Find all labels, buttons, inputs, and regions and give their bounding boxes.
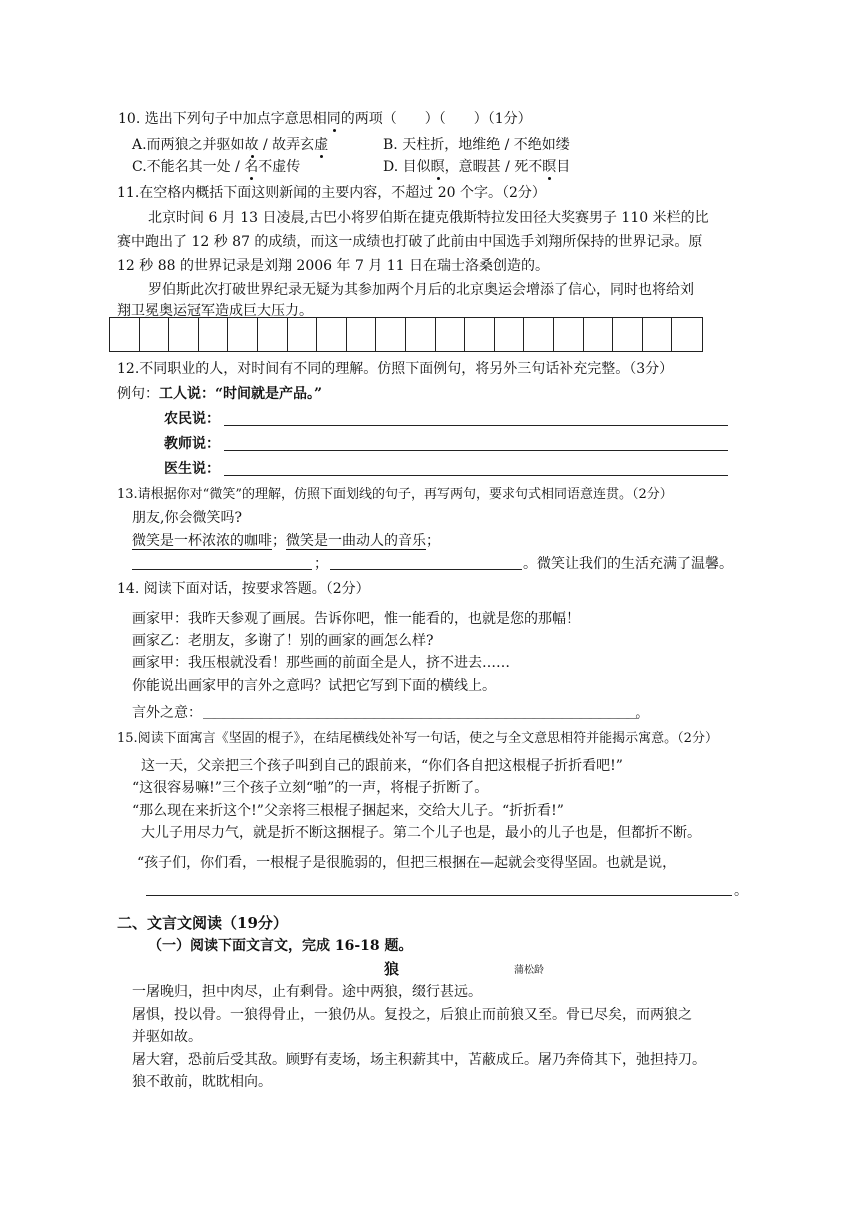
q11-news-line: 罗伯斯此次打破世界纪录无疑为其参加两个月后的北京奥运会增添了信心，同时也将给刘 bbox=[148, 282, 694, 298]
classical-text-line: 屠惧，投以骨。一狼得骨止，一狼仍从。复投之，后狼止而前狼又至。骨已尽矣，而两狼之 bbox=[132, 1007, 692, 1023]
q10-option-a-dotted-2: 虚 bbox=[314, 137, 329, 153]
q15-fable-line: 这一天，父亲把三个孩子叫到自己的跟前来，“你们各自把这根棍子折折看吧!” bbox=[141, 758, 623, 774]
q12-title: 12.不同职业的人，对时间有不同的理解。仿照下面例句，将另外三句话补充完整。（3分） bbox=[117, 361, 674, 377]
q10-option-c-text: C.不能名其一处 / bbox=[132, 159, 245, 175]
q13-line-2-end: ； bbox=[426, 533, 440, 549]
answer-cell[interactable] bbox=[169, 318, 199, 351]
q12-doctor-answer-line[interactable] bbox=[224, 475, 728, 476]
q15-answer-end: 。 bbox=[734, 883, 748, 899]
answer-cell[interactable] bbox=[288, 318, 318, 351]
q13-underlined-sentence-1: 微笑是一杯浓浓的咖啡 bbox=[132, 533, 272, 549]
classical-text-line: 狼不敢前，眈眈相向。 bbox=[132, 1074, 272, 1090]
q12-teacher-label: 教师说： bbox=[164, 436, 220, 452]
q10-title-text-2: 的两项（ ）（ ）（1分） bbox=[340, 111, 532, 127]
q10-option-c-text-2: 不虚传 bbox=[258, 159, 301, 175]
q10-option-a-text: A.而两狼之并驱如 bbox=[132, 137, 245, 153]
section-2-title: 二、文言文阅读（19分） bbox=[117, 914, 288, 932]
q12-farmer-label: 农民说： bbox=[164, 411, 220, 427]
q10-option-d-text-2: ，意暇甚 / 死不 bbox=[444, 159, 543, 175]
q13-underlined-sentence-2: 微笑是一曲动人的音乐 bbox=[286, 533, 426, 549]
section-2-subtitle: （一）阅读下面文言文，完成 16-18 题。 bbox=[148, 938, 413, 954]
answer-cell[interactable] bbox=[228, 318, 258, 351]
q14-answer-line[interactable]: ＿＿＿＿＿＿＿＿＿＿＿＿＿＿＿＿＿＿＿＿＿＿＿＿＿＿＿＿＿＿＿＿＿＿＿＿＿＿＿＿＿＿＿＿＿＿。 bbox=[203, 706, 645, 721]
q14-dialogue-line: 画家甲：我压根就没看！那些画的前面全是人，挤不进去…… bbox=[132, 655, 510, 671]
q12-example-label: 例句： bbox=[117, 386, 159, 402]
q15-title: 15.阅读下面寓言《坚固的棍子》，在结尾横线处补写一句话，使之与全文意思相符并能揭示寓意。（2分） bbox=[117, 731, 718, 746]
q13-answer-separator: ； bbox=[314, 556, 328, 572]
q15-fable-line: “这很容易嘛!”三个孩子立刻“啪”的一声，将棍子折断了。 bbox=[132, 780, 489, 796]
answer-cell[interactable] bbox=[406, 318, 436, 351]
poem-author: 蒲松龄 bbox=[514, 965, 544, 976]
q14-title: 14. 阅读下面对话，按要求答题。（2分） bbox=[117, 581, 370, 597]
q10-option-b: B. 天柱折，地维绝 / 不绝如缕 bbox=[383, 137, 570, 153]
q13-line-2 bbox=[132, 534, 440, 548]
q10-option-d-dotted-2: 瞑 bbox=[542, 159, 557, 175]
q13-title: 13.请根据你对“微笑”的理解，仿照下面划线的句子，再写两句，要求句式相同语意连贯。（2分） bbox=[117, 487, 673, 502]
q11-news-line: 翔卫冕奥运冠军造成巨大压力。 bbox=[117, 303, 313, 319]
q10-option-d-dotted-1: 瞑 bbox=[430, 159, 445, 175]
q12-doctor-label: 医生说： bbox=[164, 461, 220, 477]
answer-cell[interactable] bbox=[317, 318, 347, 351]
q15-answer-line[interactable] bbox=[146, 895, 732, 896]
q12-example bbox=[117, 387, 322, 401]
answer-cell[interactable] bbox=[140, 318, 170, 351]
q10-option-d-text: D. 目似 bbox=[383, 159, 431, 175]
q11-title: 11.在空格内概括下面这则新闻的主要内容，不超过 20 个字。（2分） bbox=[117, 185, 546, 201]
classical-text-line: 并驱如故。 bbox=[132, 1029, 202, 1045]
q10-option-c bbox=[132, 160, 300, 174]
q10-title-text: 10. 选出下列句子中加点字意思相 bbox=[118, 111, 327, 127]
q10-option-d bbox=[383, 160, 570, 174]
q14-dialogue-line: 画家乙：老朋友，多谢了！别的画家的画怎么样? bbox=[132, 633, 434, 649]
q13-line-1: 朋友,你会微笑吗? bbox=[132, 510, 242, 526]
answer-cell[interactable] bbox=[199, 318, 229, 351]
poem-title: 狼 bbox=[384, 960, 400, 978]
answer-cell[interactable] bbox=[643, 318, 673, 351]
q11-answer-grid[interactable] bbox=[109, 317, 703, 352]
q15-fable-line: 大儿子用尽力气，就是折不断这捆棍子。第二个儿子也是，最小的儿子也是，但都折不断。 bbox=[141, 825, 701, 841]
answer-cell[interactable] bbox=[672, 318, 702, 351]
q11-news-line: 北京时间 6 月 13 日凌晨,古巴小将罗伯斯在捷克俄斯特拉发田径大奖赛男子 110 米栏的比 bbox=[148, 210, 709, 226]
classical-text-line: 一屠晚归，担中肉尽，止有剩骨。途中两狼，缀行甚远。 bbox=[132, 984, 482, 1000]
answer-cell[interactable] bbox=[376, 318, 406, 351]
q15-fable-line: “孩子们，你们看，一根棍子是很脆弱的，但把三根捆在—起就会变得坚固。也就是说， bbox=[137, 855, 677, 871]
q10-option-d-text-3: 目 bbox=[556, 159, 571, 175]
answer-cell[interactable] bbox=[465, 318, 495, 351]
q10-option-a-dotted-1: 故 bbox=[244, 137, 259, 153]
q10-title bbox=[118, 112, 532, 126]
answer-cell[interactable] bbox=[495, 318, 525, 351]
q10-option-a bbox=[132, 138, 328, 152]
answer-cell[interactable] bbox=[258, 318, 288, 351]
answer-cell[interactable] bbox=[110, 318, 140, 351]
answer-cell[interactable] bbox=[584, 318, 614, 351]
answer-cell[interactable] bbox=[436, 318, 466, 351]
q11-news-line: 赛中跑出了 12 秒 87 的成绩，而这一成绩也打破了此前由中国选手刘翔所保持的世界记录。原 bbox=[117, 234, 703, 250]
answer-cell[interactable] bbox=[613, 318, 643, 351]
answer-cell[interactable] bbox=[524, 318, 554, 351]
q11-news-line: 12 秒 88 的世界记录是刘翔 2006 年 7 月 11 日在瑞士洛桑创造的。 bbox=[117, 258, 550, 274]
q10-option-a-text-2: / 故弄玄 bbox=[258, 137, 315, 153]
answer-cell[interactable] bbox=[347, 318, 377, 351]
q14-question: 你能说出画家甲的言外之意吗？试把它写到下面的横线上。 bbox=[132, 678, 496, 694]
q12-teacher-answer-line[interactable] bbox=[224, 450, 728, 451]
q10-option-c-dotted: 名 bbox=[244, 159, 259, 175]
q13-separator: ； bbox=[272, 533, 286, 549]
q12-farmer-answer-line[interactable] bbox=[224, 425, 728, 426]
q13-line-3-end: 。微笑让我们的生活充满了温馨。 bbox=[523, 556, 733, 572]
q15-fable-line: “那么现在来折这个!”父亲将三根棍子捆起来，交给大儿子。“折折看!” bbox=[132, 803, 564, 819]
classical-text-line: 屠大窘，恐前后受其敌。顾野有麦场，场主积薪其中，苫蔽成丘。屠乃奔倚其下，弛担持刀。 bbox=[132, 1052, 706, 1068]
q12-example-text: 工人说：“时间就是产品。” bbox=[159, 386, 323, 402]
q14-dialogue-line: 画家甲：我昨天参观了画展。告诉你吧，惟一能看的，也就是您的那幅！ bbox=[132, 611, 580, 627]
q14-answer-label: 言外之意： bbox=[132, 705, 202, 721]
q13-answer-line-2[interactable] bbox=[330, 569, 522, 570]
q10-dotted-char: 同 bbox=[326, 111, 341, 127]
q13-answer-line-1[interactable] bbox=[132, 569, 312, 570]
answer-cell[interactable] bbox=[554, 318, 584, 351]
